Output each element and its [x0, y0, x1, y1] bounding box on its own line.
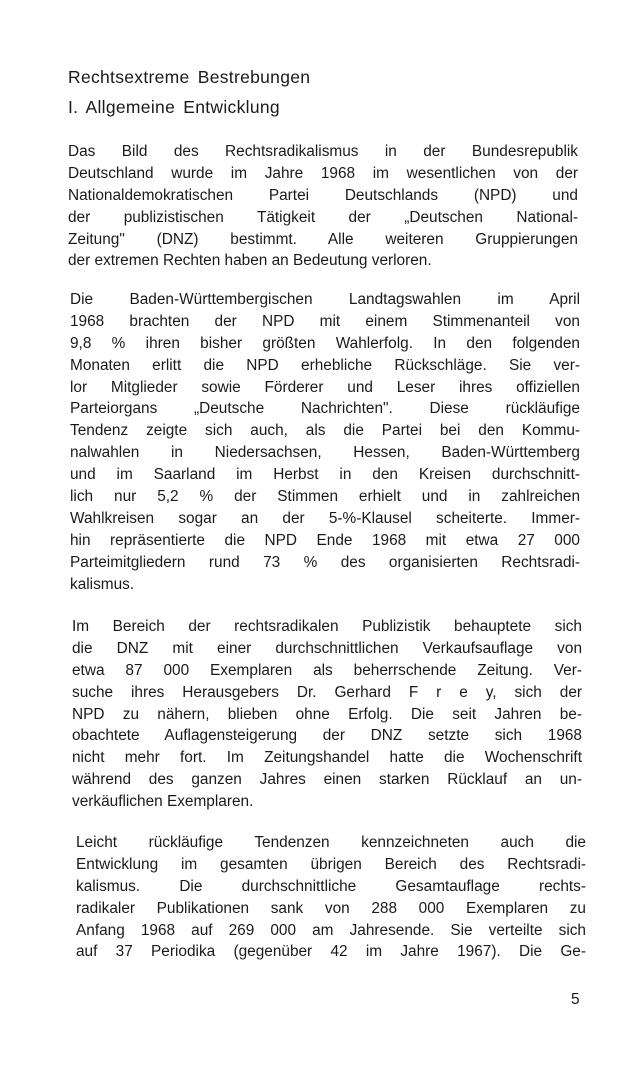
text-line: nicht mehr fort. Im Zeitungshandel hatte die Wochenschrift: [72, 749, 582, 767]
text-line: Anfang 1968 auf 269 000 am Jahresende. Sie verteilte sich: [76, 921, 586, 939]
text-line: Wahlkreisen sogar an der 5-%-Klausel scheiterte. Immer-: [70, 509, 580, 527]
section-heading: I. Allgemeine Entwicklung: [68, 97, 280, 117]
text-line: und im Saarland im Herbst in den Kreisen durchschnitt-: [70, 466, 580, 484]
text-line: obachtete Auflagensteigerung der DNZ setzte sich 1968: [72, 727, 582, 745]
document-title: Rechtsextreme Bestrebungen: [68, 67, 311, 87]
text-line: Deutschland wurde im Jahre 1968 im wesentlichen von der: [68, 164, 578, 182]
text-line: Zeitung" (DNZ) bestimmt. Alle weiteren Gruppierungen: [68, 230, 578, 248]
text-line: auf 37 Periodika (gegenüber 42 im Jahre 1967). Die Ge-: [76, 943, 586, 961]
text-line: lich nur 5,2 % der Stimmen erhielt und in zahlreichen: [70, 488, 580, 506]
paragraph-publications: [76, 832, 586, 963]
text-line: während des ganzen Jahres einen starken Rücklauf an un-: [72, 771, 582, 789]
text-line: Parteiorgans „Deutsche Nachrichten". Diese rückläufige: [70, 400, 580, 418]
text-line: verkäuflichen Exemplaren.: [72, 793, 254, 811]
text-line: suche ihres Herausgebers Dr. Gerhard F r e y, sich der: [72, 683, 582, 701]
text-line: 9,8 % ihren bisher größten Wahlerfolg. In den folgenden: [70, 334, 580, 352]
text-line: Leicht rückläufige Tendenzen kennzeichneten auch die: [76, 834, 586, 851]
text-line: kalismus.: [70, 575, 135, 593]
paragraph-intro: [68, 141, 578, 272]
text-line: Entwicklung im gesamten übrigen Bereich des Rechtsradi-: [76, 855, 586, 873]
text-line: Die Baden-Württembergischen Landtagswahlen im April: [70, 291, 580, 308]
text-line: Parteimitgliedern rund 73 % des organisierten Rechtsradi-: [70, 553, 580, 571]
text-line: Im Bereich der rechtsradikalen Publizistik behauptete sich: [72, 618, 582, 635]
text-line: Nationaldemokratischen Partei Deutschlands (NPD) und: [68, 186, 578, 204]
text-line: nalwahlen in Niedersachsen, Hessen, Baden-Württemberg: [70, 444, 580, 462]
text-line: radikaler Publikationen sank von 288 000 Exemplaren zu: [76, 899, 586, 917]
text-line: die DNZ mit einer durchschnittlichen Verkaufsauflage von: [72, 639, 582, 657]
text-line: kalismus. Die durchschnittliche Gesamtauflage rechts-: [76, 877, 586, 895]
paragraph-npd-elections: [70, 289, 580, 595]
page-number: 5: [571, 991, 580, 1008]
text-line: Monaten erlitt die NPD erhebliche Rückschläge. Sie ver-: [70, 356, 580, 374]
text-line: lor Mitglieder sowie Förderer und Leser ihres offiziellen: [70, 378, 580, 396]
paragraph-press: [72, 616, 582, 813]
text-line: NPD zu nähern, blieben ohne Erfolg. Die seit Jahren be-: [72, 705, 582, 723]
text-line: der publizistischen Tätigkeit der „Deutschen National-: [68, 208, 578, 226]
text-line: Tendenz zeigte sich auch, als die Partei bei den Kommu-: [70, 422, 580, 440]
text-line: hin repräsentierte die NPD Ende 1968 mit etwa 27 000: [70, 531, 580, 549]
text-line: der extremen Rechten haben an Bedeutung verloren.: [68, 252, 432, 270]
text-line: Das Bild des Rechtsradikalismus in der Bundesrepublik: [68, 143, 578, 160]
text-line: 1968 brachten der NPD mit einem Stimmenanteil von: [70, 312, 580, 330]
text-line: etwa 87 000 Exemplaren als beherrschende Zeitung. Ver-: [72, 661, 582, 679]
